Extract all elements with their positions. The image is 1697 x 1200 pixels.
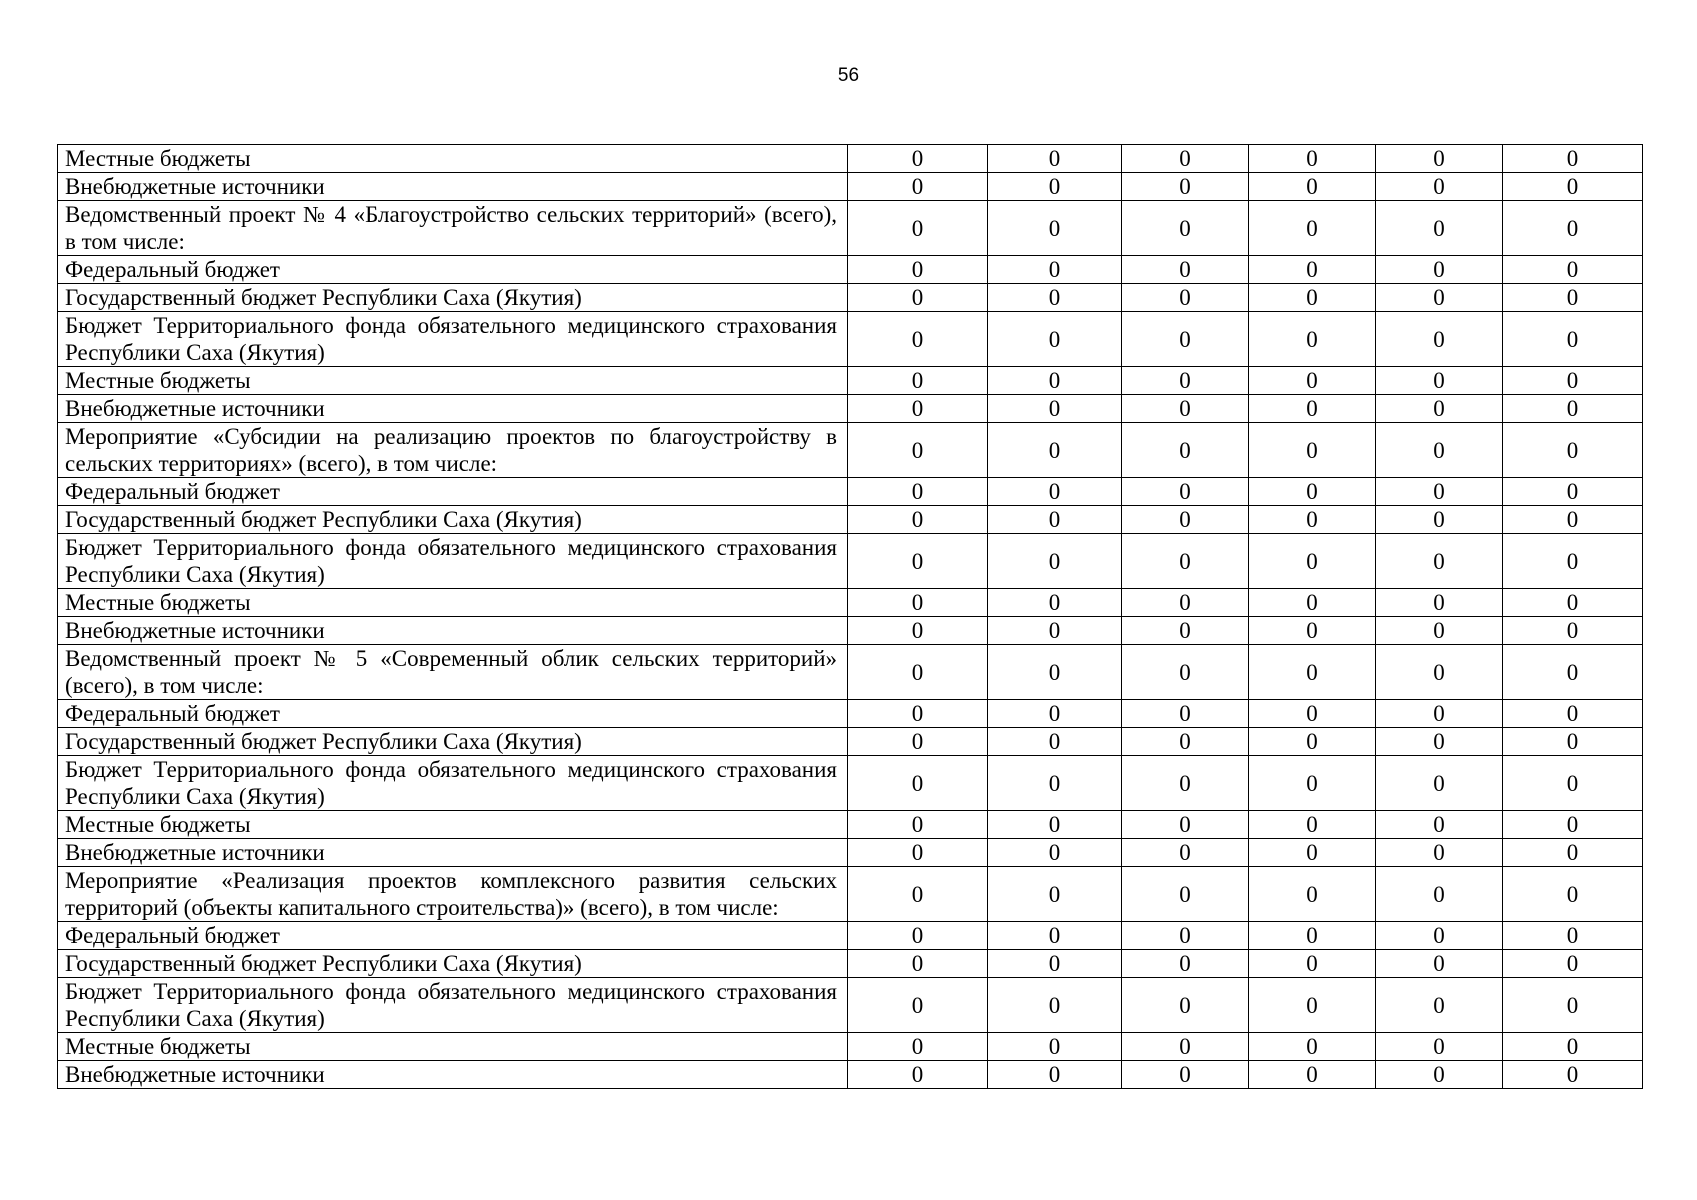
value-cell: 0 [848, 645, 988, 700]
row-label: Местные бюджеты [58, 811, 848, 839]
value-cell: 0 [1503, 728, 1643, 756]
value-cell: 0 [1249, 395, 1376, 423]
value-cell: 0 [1122, 367, 1249, 395]
table-row [58, 728, 1643, 756]
value-cell: 0 [848, 478, 988, 506]
table-row [58, 811, 1643, 839]
value-cell: 0 [1249, 1061, 1376, 1089]
row-label: Местные бюджеты [58, 367, 848, 395]
value-cell: 0 [1122, 506, 1249, 534]
table-row [58, 978, 1643, 1033]
value-cell: 0 [1249, 1033, 1376, 1061]
value-cell: 0 [1249, 589, 1376, 617]
value-cell: 0 [1503, 534, 1643, 589]
value-cell: 0 [1249, 756, 1376, 811]
table-body [58, 145, 1643, 1089]
value-cell: 0 [1376, 950, 1503, 978]
value-cell: 0 [1376, 700, 1503, 728]
value-cell: 0 [848, 839, 988, 867]
value-cell: 0 [1249, 839, 1376, 867]
value-cell: 0 [1503, 173, 1643, 201]
value-cell: 0 [1376, 617, 1503, 645]
value-cell: 0 [1122, 534, 1249, 589]
value-cell: 0 [1376, 478, 1503, 506]
row-label: Федеральный бюджет [58, 922, 848, 950]
value-cell: 0 [1122, 922, 1249, 950]
value-cell: 0 [1503, 367, 1643, 395]
budget-table [57, 144, 1643, 1089]
value-cell: 0 [1376, 867, 1503, 922]
value-cell: 0 [1249, 922, 1376, 950]
value-cell: 0 [988, 534, 1122, 589]
value-cell: 0 [1503, 256, 1643, 284]
value-cell: 0 [848, 589, 988, 617]
value-cell: 0 [988, 256, 1122, 284]
value-cell: 0 [1376, 145, 1503, 173]
row-label: Мероприятие «Реализация проектов комплексного развития сельских территорий (объекты капитального строительства)» (всего), в том числе: [58, 867, 848, 922]
row-label: Внебюджетные источники [58, 839, 848, 867]
value-cell: 0 [1503, 589, 1643, 617]
value-cell: 0 [848, 811, 988, 839]
value-cell: 0 [848, 256, 988, 284]
table-row [58, 534, 1643, 589]
value-cell: 0 [1249, 867, 1376, 922]
value-cell: 0 [1503, 645, 1643, 700]
value-cell: 0 [1376, 312, 1503, 367]
value-cell: 0 [848, 700, 988, 728]
value-cell: 0 [848, 423, 988, 478]
value-cell: 0 [1249, 173, 1376, 201]
value-cell: 0 [988, 145, 1122, 173]
value-cell: 0 [1249, 645, 1376, 700]
value-cell: 0 [848, 145, 988, 173]
table-row [58, 478, 1643, 506]
value-cell: 0 [1122, 1033, 1249, 1061]
value-cell: 0 [1122, 978, 1249, 1033]
row-label: Государственный бюджет Республики Саха (Якутия) [58, 284, 848, 312]
value-cell: 0 [1122, 950, 1249, 978]
value-cell: 0 [1249, 256, 1376, 284]
value-cell: 0 [848, 728, 988, 756]
value-cell: 0 [1249, 728, 1376, 756]
value-cell: 0 [1249, 478, 1376, 506]
row-label: Местные бюджеты [58, 1033, 848, 1061]
table-row [58, 867, 1643, 922]
value-cell: 0 [1376, 395, 1503, 423]
value-cell: 0 [988, 700, 1122, 728]
value-cell: 0 [988, 1033, 1122, 1061]
table-row [58, 839, 1643, 867]
table-row [58, 617, 1643, 645]
value-cell: 0 [1249, 367, 1376, 395]
value-cell: 0 [1122, 700, 1249, 728]
table-row [58, 312, 1643, 367]
value-cell: 0 [1249, 700, 1376, 728]
value-cell: 0 [848, 173, 988, 201]
value-cell: 0 [1122, 811, 1249, 839]
value-cell: 0 [1122, 201, 1249, 256]
value-cell: 0 [1503, 700, 1643, 728]
value-cell: 0 [1122, 423, 1249, 478]
value-cell: 0 [1122, 256, 1249, 284]
value-cell: 0 [848, 395, 988, 423]
value-cell: 0 [988, 478, 1122, 506]
value-cell: 0 [1249, 978, 1376, 1033]
row-label: Бюджет Территориального фонда обязательного медицинского страхования Республики Саха (Якутия) [58, 312, 848, 367]
value-cell: 0 [1122, 617, 1249, 645]
value-cell: 0 [1503, 617, 1643, 645]
value-cell: 0 [988, 201, 1122, 256]
value-cell: 0 [1503, 312, 1643, 367]
table-row [58, 589, 1643, 617]
value-cell: 0 [988, 395, 1122, 423]
value-cell: 0 [988, 811, 1122, 839]
row-label: Федеральный бюджет [58, 256, 848, 284]
value-cell: 0 [988, 173, 1122, 201]
value-cell: 0 [1249, 312, 1376, 367]
table-row [58, 700, 1643, 728]
value-cell: 0 [1122, 867, 1249, 922]
value-cell: 0 [848, 367, 988, 395]
value-cell: 0 [1503, 506, 1643, 534]
value-cell: 0 [1503, 145, 1643, 173]
value-cell: 0 [1376, 756, 1503, 811]
table-row [58, 922, 1643, 950]
row-label: Внебюджетные источники [58, 173, 848, 201]
value-cell: 0 [848, 950, 988, 978]
value-cell: 0 [1503, 978, 1643, 1033]
value-cell: 0 [1122, 1061, 1249, 1089]
page-number: 56 [837, 65, 860, 86]
row-label: Мероприятие «Субсидии на реализацию проектов по благоустройству в сельских территориях» (всего), в том числе: [58, 423, 848, 478]
value-cell: 0 [848, 312, 988, 367]
table-row [58, 1061, 1643, 1089]
table-row [58, 367, 1643, 395]
table-row [58, 423, 1643, 478]
value-cell: 0 [988, 423, 1122, 478]
value-cell: 0 [1503, 756, 1643, 811]
value-cell: 0 [988, 756, 1122, 811]
value-cell: 0 [988, 312, 1122, 367]
table-row [58, 173, 1643, 201]
value-cell: 0 [988, 1061, 1122, 1089]
value-cell: 0 [1503, 423, 1643, 478]
value-cell: 0 [988, 589, 1122, 617]
row-label: Ведомственный проект № 5 «Современный облик сельских территорий» (всего), в том числе: [58, 645, 848, 700]
value-cell: 0 [1122, 145, 1249, 173]
value-cell: 0 [1503, 867, 1643, 922]
value-cell: 0 [848, 506, 988, 534]
row-label: Бюджет Территориального фонда обязательного медицинского страхования Республики Саха (Якутия) [58, 978, 848, 1033]
value-cell: 0 [988, 867, 1122, 922]
row-label: Федеральный бюджет [58, 700, 848, 728]
value-cell: 0 [848, 534, 988, 589]
row-label: Государственный бюджет Республики Саха (Якутия) [58, 728, 848, 756]
row-label: Бюджет Территориального фонда обязательного медицинского страхования Республики Саха (Якутия) [58, 756, 848, 811]
value-cell: 0 [1503, 284, 1643, 312]
value-cell: 0 [1503, 811, 1643, 839]
value-cell: 0 [1503, 950, 1643, 978]
value-cell: 0 [1249, 423, 1376, 478]
value-cell: 0 [988, 978, 1122, 1033]
value-cell: 0 [1503, 478, 1643, 506]
value-cell: 0 [848, 617, 988, 645]
value-cell: 0 [848, 867, 988, 922]
value-cell: 0 [988, 284, 1122, 312]
value-cell: 0 [1122, 312, 1249, 367]
row-label: Ведомственный проект № 4 «Благоустройство сельских территорий» (всего), в том числе: [58, 201, 848, 256]
value-cell: 0 [1376, 256, 1503, 284]
row-label: Федеральный бюджет [58, 478, 848, 506]
value-cell: 0 [1376, 506, 1503, 534]
row-label: Государственный бюджет Республики Саха (Якутия) [58, 506, 848, 534]
value-cell: 0 [848, 284, 988, 312]
value-cell: 0 [1122, 756, 1249, 811]
value-cell: 0 [1376, 201, 1503, 256]
row-label: Бюджет Территориального фонда обязательного медицинского страхования Республики Саха (Якутия) [58, 534, 848, 589]
value-cell: 0 [1503, 839, 1643, 867]
table-row [58, 645, 1643, 700]
value-cell: 0 [1249, 201, 1376, 256]
value-cell: 0 [848, 922, 988, 950]
value-cell: 0 [1376, 1033, 1503, 1061]
value-cell: 0 [1122, 395, 1249, 423]
value-cell: 0 [848, 1061, 988, 1089]
row-label: Местные бюджеты [58, 145, 848, 173]
value-cell: 0 [1122, 284, 1249, 312]
value-cell: 0 [1376, 423, 1503, 478]
value-cell: 0 [1249, 534, 1376, 589]
value-cell: 0 [1376, 534, 1503, 589]
row-label: Местные бюджеты [58, 589, 848, 617]
value-cell: 0 [1376, 811, 1503, 839]
table-row [58, 284, 1643, 312]
value-cell: 0 [1122, 173, 1249, 201]
value-cell: 0 [988, 839, 1122, 867]
value-cell: 0 [1249, 811, 1376, 839]
value-cell: 0 [1376, 839, 1503, 867]
value-cell: 0 [1376, 284, 1503, 312]
value-cell: 0 [1249, 284, 1376, 312]
table-row [58, 756, 1643, 811]
table-row [58, 1033, 1643, 1061]
value-cell: 0 [1503, 1033, 1643, 1061]
value-cell: 0 [1122, 728, 1249, 756]
value-cell: 0 [848, 756, 988, 811]
value-cell: 0 [1122, 589, 1249, 617]
value-cell: 0 [848, 201, 988, 256]
value-cell: 0 [848, 1033, 988, 1061]
table-row [58, 950, 1643, 978]
value-cell: 0 [988, 728, 1122, 756]
row-label: Государственный бюджет Республики Саха (Якутия) [58, 950, 848, 978]
value-cell: 0 [988, 617, 1122, 645]
table-row [58, 395, 1643, 423]
value-cell: 0 [1376, 173, 1503, 201]
value-cell: 0 [1376, 645, 1503, 700]
value-cell: 0 [1376, 1061, 1503, 1089]
value-cell: 0 [1249, 145, 1376, 173]
table-row [58, 201, 1643, 256]
value-cell: 0 [1503, 201, 1643, 256]
value-cell: 0 [1376, 922, 1503, 950]
value-cell: 0 [1376, 589, 1503, 617]
value-cell: 0 [1249, 950, 1376, 978]
table-row [58, 506, 1643, 534]
value-cell: 0 [1376, 728, 1503, 756]
value-cell: 0 [988, 367, 1122, 395]
value-cell: 0 [988, 950, 1122, 978]
value-cell: 0 [1503, 1061, 1643, 1089]
row-label: Внебюджетные источники [58, 395, 848, 423]
value-cell: 0 [1122, 645, 1249, 700]
value-cell: 0 [1122, 839, 1249, 867]
table-row [58, 145, 1643, 173]
table-row [58, 256, 1643, 284]
value-cell: 0 [1249, 506, 1376, 534]
value-cell: 0 [1376, 978, 1503, 1033]
value-cell: 0 [988, 922, 1122, 950]
value-cell: 0 [988, 506, 1122, 534]
value-cell: 0 [1122, 478, 1249, 506]
row-label: Внебюджетные источники [58, 617, 848, 645]
value-cell: 0 [1503, 922, 1643, 950]
value-cell: 0 [848, 978, 988, 1033]
value-cell: 0 [1376, 367, 1503, 395]
value-cell: 0 [1249, 617, 1376, 645]
row-label: Внебюджетные источники [58, 1061, 848, 1089]
value-cell: 0 [1503, 395, 1643, 423]
value-cell: 0 [988, 645, 1122, 700]
